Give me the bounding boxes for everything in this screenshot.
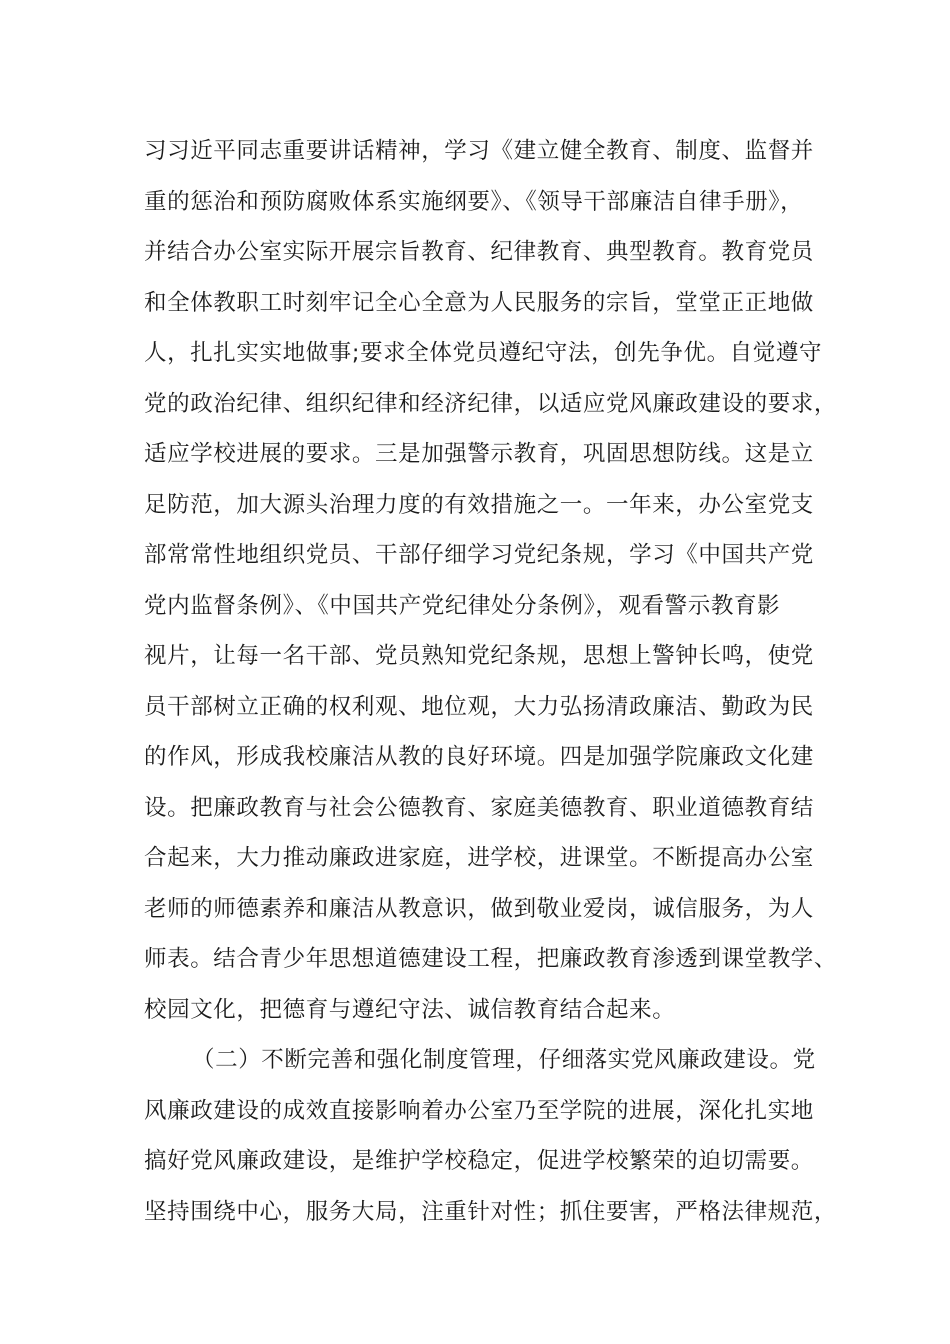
- text-line: 设。把廉政教育与社会公德教育、家庭美德教育、职业道德教育结: [144, 795, 814, 821]
- text-line: 校园文化，把德育与遵纪守法、诚信教育结合起来。: [144, 997, 676, 1023]
- text-line: 习习近平同志重要讲话精神，学习《建立健全教育、制度、监督并: [144, 138, 814, 164]
- text-line: 师表。结合青少年思想道德建设工程，把廉政教育渗透到课堂教学、: [144, 946, 838, 972]
- text-line: 人，扎扎实实地做事;要求全体党员遵纪守法，创先争优。自觉遵守: [144, 340, 823, 366]
- text-line: 部常常性地组织党员、干部仔细学习党纪条规，学习《中国共产党: [144, 542, 814, 568]
- text-line: 员干部树立正确的权利观、地位观，大力弘扬清政廉洁、勤政为民: [144, 694, 814, 720]
- text-line: 并结合办公室实际开展宗旨教育、纪律教育、典型教育。教育党员: [144, 239, 814, 265]
- text-line: 风廉政建设的成效直接影响着办公室乃至学院的进展，深化扎实地: [144, 1098, 814, 1124]
- text-line: 重的惩治和预防腐败体系实施纲要》、《领导干部廉洁自律手册》，: [144, 189, 804, 215]
- text-line: 坚持围绕中心，服务大局，注重针对性；抓住要害，严格法律规范，: [144, 1199, 838, 1225]
- text-line: 的作风，形成我校廉洁从教的良好环境。四是加强学院廉政文化建: [144, 744, 814, 770]
- text-line: 搞好党风廉政建设，是维护学校稳定，促进学校繁荣的迫切需要。: [144, 1148, 814, 1174]
- text-line: 老师的师德素养和廉洁从教意识，做到敬业爱岗，诚信服务，为人: [144, 896, 814, 922]
- text-line: 足防范，加大源头治理力度的有效措施之一。一年来，办公室党支: [144, 492, 814, 518]
- text-line: 视片，让每一名干部、党员熟知党纪条规，思想上警钟长鸣，使党: [144, 643, 814, 669]
- text-line: 适应学校进展的要求。三是加强警示教育，巩固思想防线。这是立: [144, 441, 814, 467]
- text-line: 党内监督条例》、《中国共产党纪律处分条例》，观看警示教育影: [144, 593, 781, 619]
- text-line: 合起来，大力推动廉政进家庭，进学校，进课堂。不断提高办公室: [144, 845, 814, 871]
- paragraph-heading-line: （二）不断完善和强化制度管理，仔细落实党风廉政建设。党: [192, 1047, 816, 1073]
- text-line: 党的政治纪律、组织纪律和经济纪律，以适应党风廉政建设的要求，: [144, 391, 838, 417]
- text-line: 和全体教职工时刻牢记全心全意为人民服务的宗旨，堂堂正正地做: [144, 290, 814, 316]
